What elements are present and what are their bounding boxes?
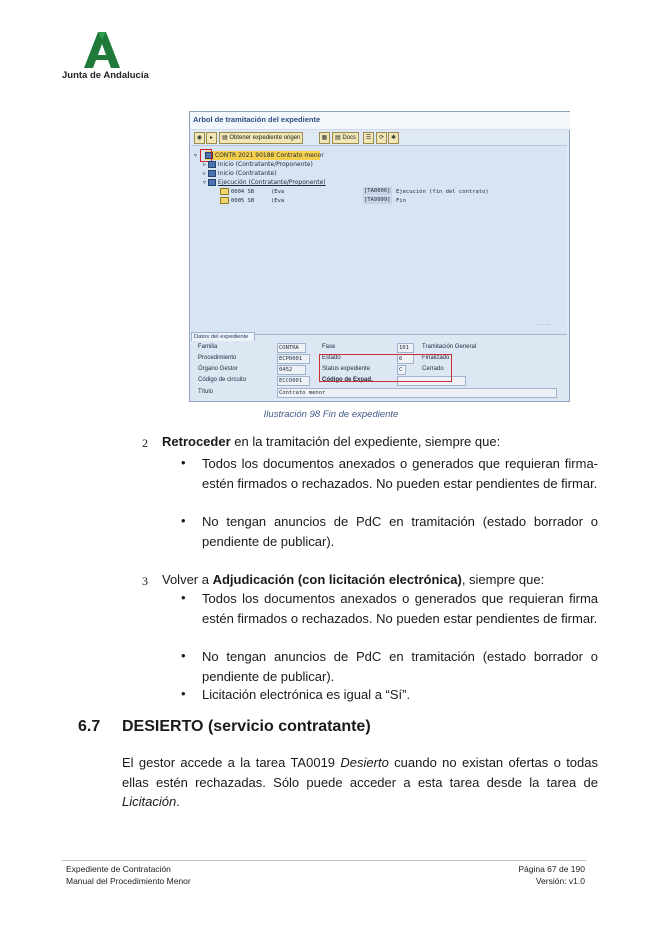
window-title: Arbol de tramitación del expediente bbox=[190, 112, 570, 130]
status-field[interactable]: C bbox=[397, 365, 406, 375]
list-intro bbox=[162, 432, 602, 452]
status-label: Status expediente bbox=[322, 366, 371, 372]
estado-label: Estado bbox=[322, 355, 341, 361]
footer-divider bbox=[62, 860, 586, 861]
tree-node[interactable]: ▹ Inicio (Contratante/Proponente) bbox=[203, 161, 313, 168]
titulo-label: Título bbox=[198, 389, 214, 395]
tab-datos-expediente[interactable]: Datos del expediente bbox=[191, 332, 255, 341]
section-paragraph bbox=[122, 753, 598, 812]
tree-row-col: (Eva bbox=[271, 189, 285, 195]
tree-row-task: [TA9999] bbox=[364, 197, 391, 203]
tree-row[interactable]: 0005 SB bbox=[220, 197, 254, 205]
tree-row[interactable]: 0004 SB bbox=[220, 188, 254, 196]
organo-field[interactable]: 0452 bbox=[277, 365, 306, 375]
intro-rest: en la tramitación del expediente, siempre que: bbox=[230, 434, 501, 449]
bullet-dot: • bbox=[181, 513, 186, 528]
intro-bold: Adjudicación (con licitación electrónica) bbox=[212, 572, 462, 587]
section-title: DESIERTO (servicio contratante) bbox=[122, 718, 371, 735]
tree-row-col: (Eva bbox=[271, 198, 285, 204]
bullet-dot: • bbox=[181, 648, 186, 663]
bullet-text: No tengan anuncios de PdC en tramitación (estado borrador o pendiente de publicar). bbox=[202, 514, 598, 549]
titulo-field[interactable]: Contrato menor bbox=[277, 388, 557, 398]
computer-icon bbox=[208, 179, 216, 186]
tree-row-task: [TA0006] bbox=[364, 188, 391, 194]
bullet-dot: • bbox=[181, 455, 186, 470]
bullet-text: Licitación electrónica es igual a “Sí”. bbox=[202, 687, 411, 702]
section-number: 6.7 bbox=[78, 718, 101, 735]
bullet-dot: • bbox=[181, 590, 186, 605]
procedimiento-field[interactable]: ECP0001 bbox=[277, 354, 310, 364]
expand-icon[interactable]: ▸ bbox=[206, 132, 217, 144]
estado-text: Finalizado bbox=[422, 355, 450, 361]
procedimiento-label: Procedimiento bbox=[198, 355, 237, 361]
tree-root[interactable]: ▿ CONTR 2021 90188 Contrato menor bbox=[194, 152, 324, 159]
paragraph-emphasis: Desierto bbox=[340, 755, 389, 770]
paragraph-text: . bbox=[176, 794, 180, 809]
figure-caption: Ilustración 98 Fin de expediente bbox=[263, 409, 399, 420]
circuito-field[interactable]: ECC0001 bbox=[277, 376, 310, 386]
logo-text: Junta de Andalucía bbox=[62, 70, 149, 81]
refresh-icon[interactable]: ⟳ bbox=[376, 132, 387, 144]
status-text: Cerrado bbox=[422, 366, 444, 372]
list-number: 2 bbox=[142, 436, 148, 450]
footer-left-2: Manual del Procedimiento Menor bbox=[66, 876, 191, 886]
bullet-dot: • bbox=[181, 686, 186, 701]
list-number: 3 bbox=[142, 574, 148, 588]
bullet-text: Todos los documentos anexados o generados que requieran firma estén firmados o rechazados. No pueden estar pendientes de firmar. bbox=[202, 591, 598, 626]
sap-screenshot bbox=[189, 111, 570, 402]
settings-icon[interactable]: ✱ bbox=[388, 132, 399, 144]
scroll-handle[interactable]: ..... bbox=[537, 321, 551, 327]
circuito-label: Código de circuito bbox=[198, 377, 247, 383]
tree-node[interactable]: ▿ Ejecución (Contratante/Proponente) bbox=[203, 179, 326, 186]
data-panel bbox=[191, 334, 567, 401]
intro-bold: Retroceder bbox=[162, 434, 231, 449]
bullet-text: Todos los documentos anexados o generados que requieran firma-estén firmados o rechazados. No pueden estar pendientes de firmar. bbox=[202, 456, 598, 491]
list-intro bbox=[162, 570, 602, 590]
copy-icon[interactable]: ▦ bbox=[319, 132, 330, 144]
familia-label: Familia bbox=[198, 344, 218, 350]
fase-text: Tramitación General bbox=[422, 344, 477, 350]
paragraph-text: cuando no existan ofertas o todas ellas estén rechazadas. Sólo puede acceder a esta tarea desde la tarea de bbox=[122, 755, 598, 790]
estado-field[interactable]: 6 bbox=[397, 354, 414, 364]
get-origin-button[interactable]: ▤ Obtener expediente origen bbox=[219, 132, 303, 144]
folder-icon bbox=[220, 197, 229, 204]
bullet-text: No tengan anuncios de PdC en tramitación (estado borrador o pendiente de publicar). bbox=[202, 649, 598, 684]
computer-icon bbox=[208, 170, 216, 177]
process-tree bbox=[191, 146, 567, 334]
paragraph-emphasis: Licitación bbox=[122, 794, 177, 809]
docs-button[interactable]: ▤ Docs bbox=[332, 132, 359, 144]
organo-label: Órgano Gestor bbox=[198, 366, 238, 372]
list-icon[interactable]: ☰ bbox=[363, 132, 374, 144]
computer-icon bbox=[208, 161, 216, 168]
tree-row-desc: Ejecución (fin del contrato) bbox=[396, 189, 489, 195]
toolbar bbox=[191, 130, 567, 146]
intro-rest: , siempre que: bbox=[461, 572, 545, 587]
footer-left-1: Expediente de Contratación bbox=[66, 864, 171, 874]
footer-version: Versión: v1.0 bbox=[535, 876, 585, 886]
codexp-label: Código de Expad. bbox=[322, 377, 373, 383]
fase-field[interactable]: 101 bbox=[397, 343, 414, 353]
tree-row-desc: Fin bbox=[396, 198, 406, 204]
fase-label: Fase bbox=[322, 344, 336, 350]
paragraph-text: El gestor accede a la tarea TA0019 bbox=[122, 755, 341, 770]
tree-node[interactable]: ▹ Inicio (Contratante) bbox=[203, 170, 277, 177]
footer-page: Página 67 de 190 bbox=[518, 864, 585, 874]
display-icon[interactable]: ◉ bbox=[194, 132, 205, 144]
familia-field[interactable]: CONTRA bbox=[277, 343, 306, 353]
junta-logo-mark-icon bbox=[62, 28, 152, 72]
folder-icon bbox=[220, 188, 229, 195]
intro-pre: Volver a bbox=[162, 572, 213, 587]
highlight-box bbox=[319, 354, 452, 382]
